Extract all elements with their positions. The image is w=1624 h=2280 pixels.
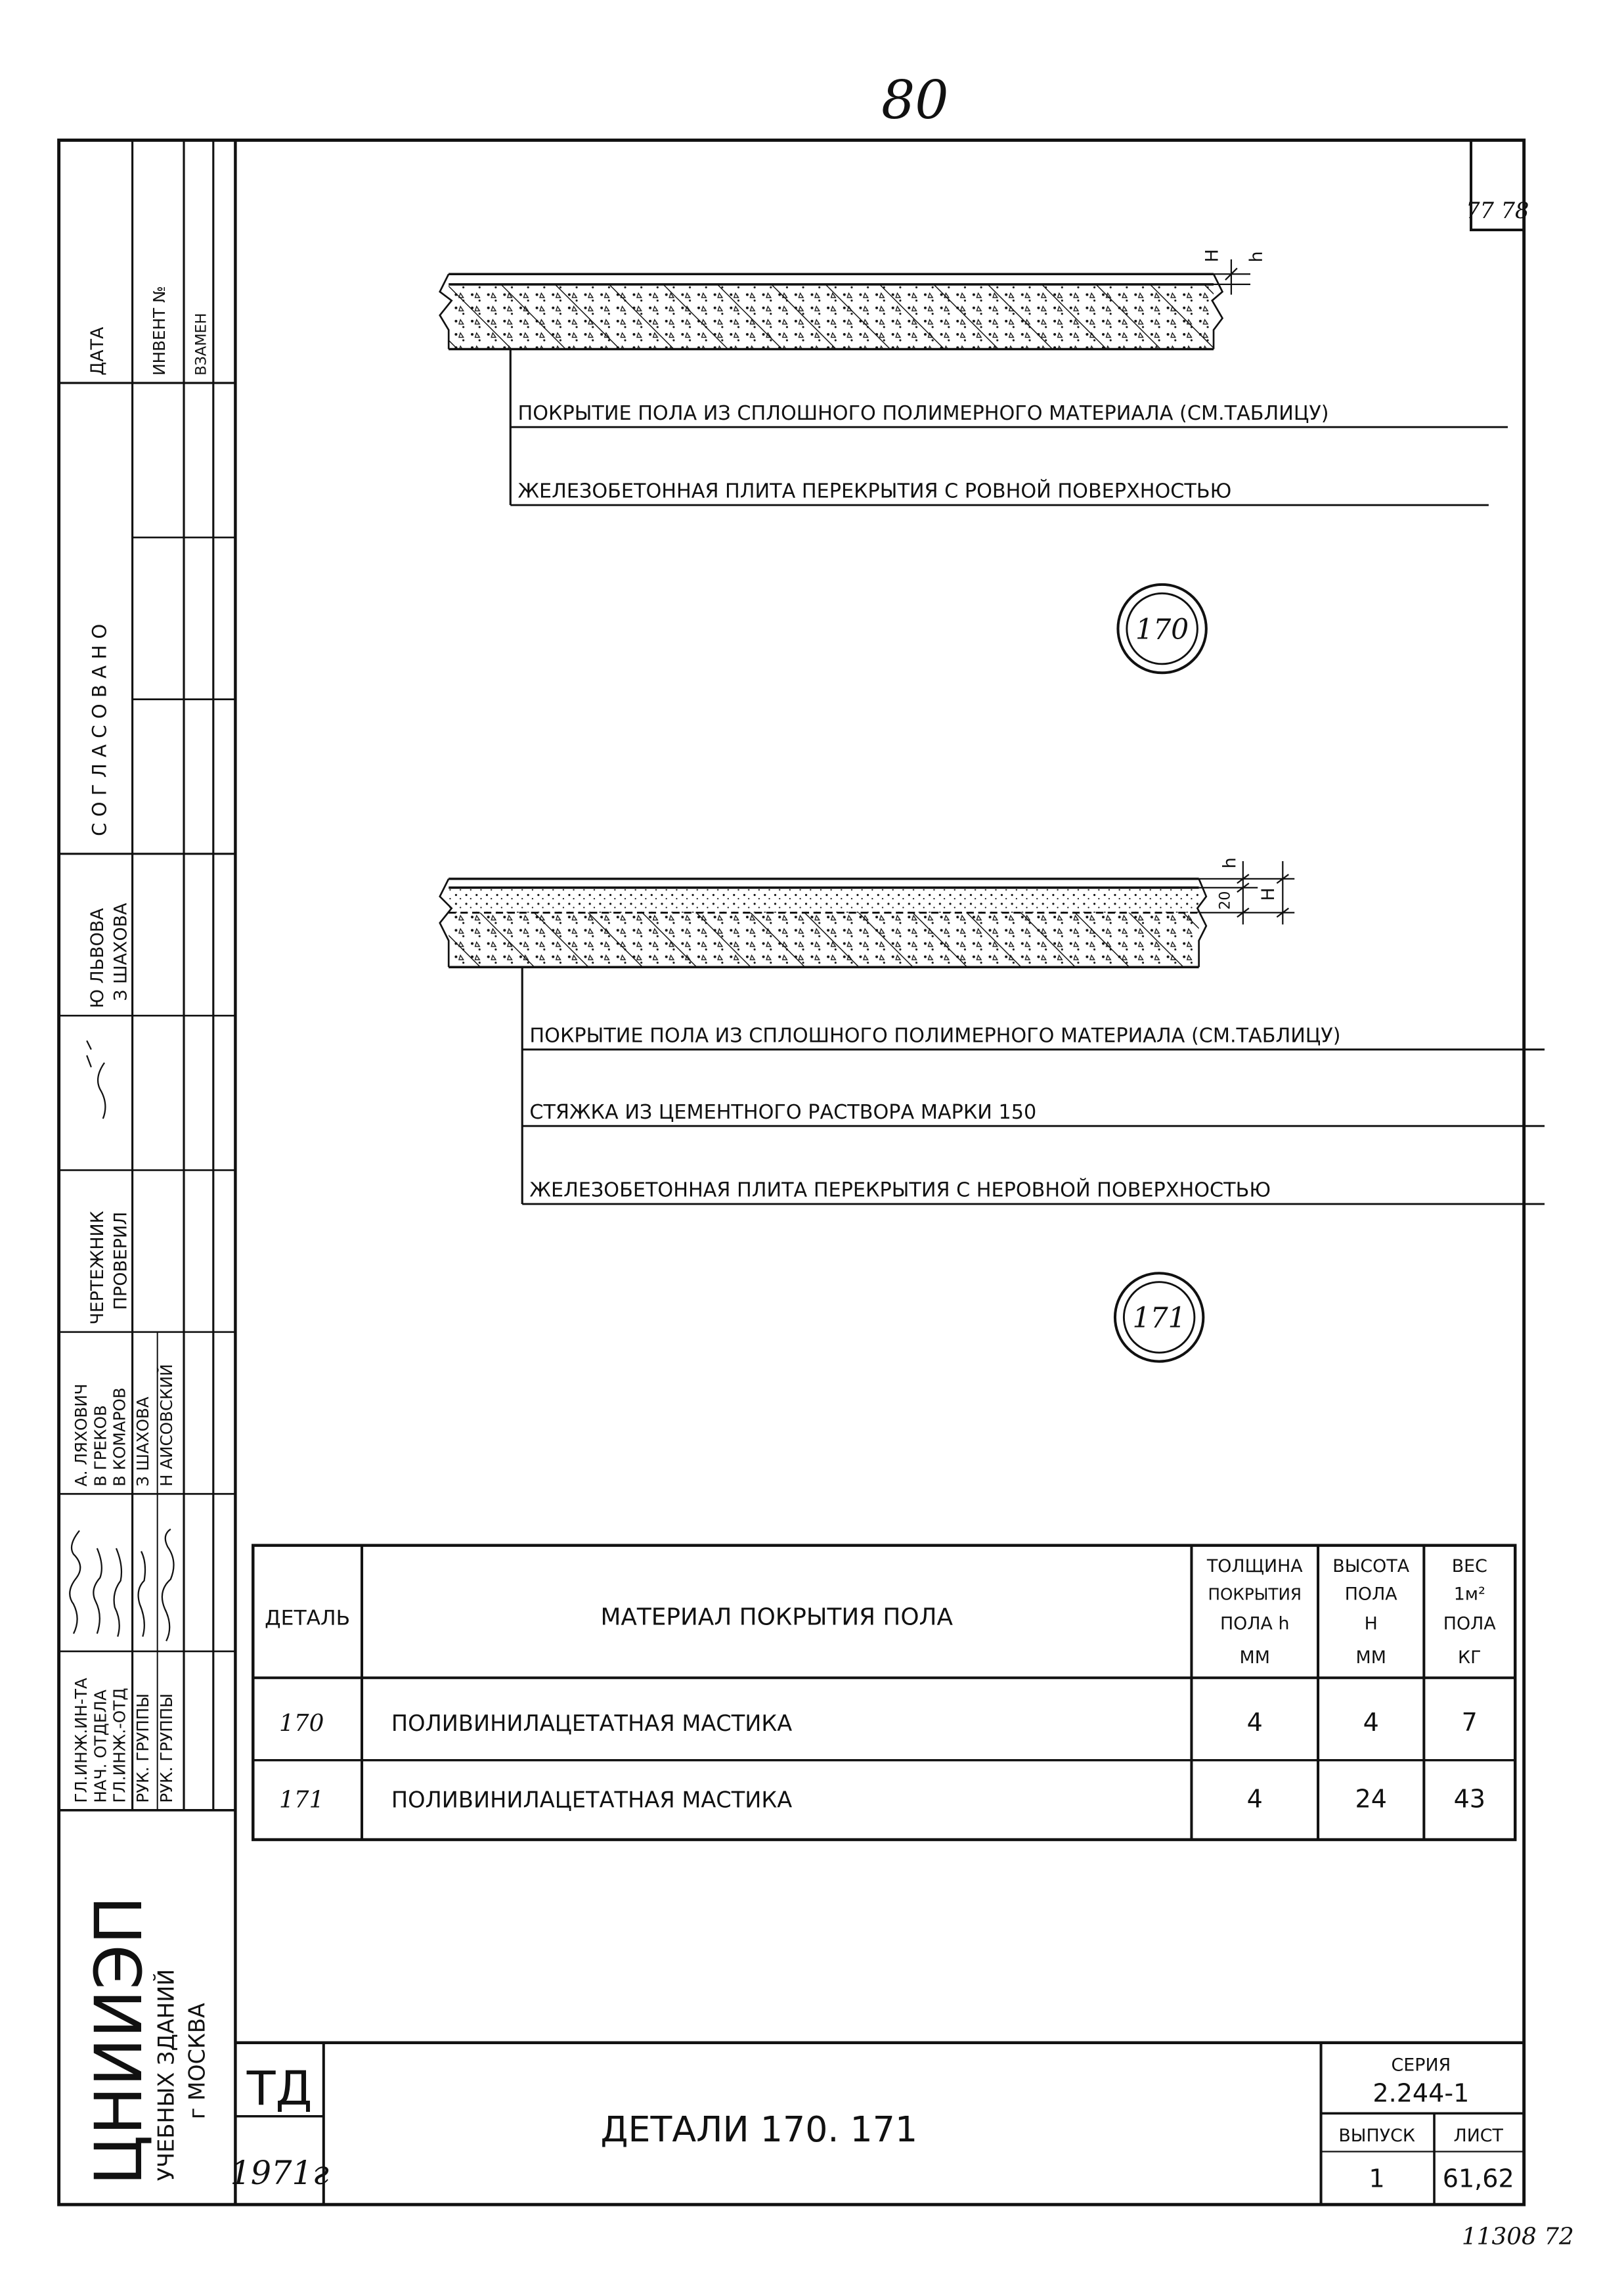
approved-label: С О Г Л А С О В А Н О: [88, 623, 111, 836]
name-2: В ГРЕКОВ: [91, 1405, 110, 1487]
svg-text:ПОЛИВИНИЛАЦЕТАТНАЯ МАСТИКА: ПОЛИВИНИЛАЦЕТАТНАЯ МАСТИКА: [391, 1710, 793, 1736]
drafter-checker: [87, 903, 131, 1325]
header-material: МАТЕРИАЛ ПОКРЫТИЯ ПОЛА: [600, 1603, 954, 1631]
name-3: В КОМАРОВ: [110, 1387, 129, 1487]
detail-mark-171: [1115, 1273, 1203, 1361]
sheet-value: 61,62: [1442, 2164, 1514, 2193]
header-height-2: ПОЛА: [1344, 1584, 1397, 1605]
drawing-title: ДЕТАЛИ 170. 171: [600, 2108, 918, 2150]
series-label: СЕРИЯ: [1391, 2055, 1451, 2076]
title-block: [230, 2043, 1524, 2204]
inventory-label: ИНВЕНТ №: [149, 286, 169, 376]
svg-text:43: 43: [1453, 1784, 1486, 1814]
org-subtitle-1: УЧЕБНЫХ ЗДАНИЙ: [153, 1969, 179, 2181]
name-4: З ШАХОВА: [133, 1397, 153, 1487]
page-number: 80: [881, 69, 949, 131]
drafter-label: ЧЕРТЕЖНИК: [87, 1211, 108, 1325]
frame-border: [59, 140, 1524, 2204]
issue-value: 1: [1369, 2164, 1385, 2193]
corner-box: [1466, 140, 1529, 230]
dim-h-170: h: [1246, 251, 1267, 263]
header-weight-3: ПОЛА: [1443, 1613, 1496, 1634]
name-1: А. ЛЯХОВИЧ: [72, 1383, 91, 1487]
header-weight-4: КГ: [1458, 1647, 1481, 1668]
signatory-rows: [72, 1364, 176, 1802]
issue-label: ВЫПУСК: [1338, 2125, 1415, 2146]
organization-block: [82, 1896, 209, 2185]
svg-text:24: 24: [1355, 1784, 1387, 1814]
header-thickness-1: ТОЛЩИНА: [1206, 1555, 1303, 1576]
dim-h-171: h: [1219, 857, 1240, 869]
detail-mark-170: [1118, 585, 1206, 673]
role-3: ГЛ.ИНЖ.-ОТД: [110, 1688, 129, 1803]
checker-name: З ШАХОВА: [110, 903, 131, 1001]
role-1: ГЛ.ИНЖ.ИН-ТА: [72, 1678, 91, 1803]
svg-text:77 78: 77 78: [1466, 198, 1529, 224]
sheet-label: ЛИСТ: [1453, 2125, 1503, 2146]
side-stamp: [59, 140, 236, 1810]
series-value: 2.244-1: [1372, 2078, 1470, 2108]
dim-H-171: H: [1258, 887, 1279, 901]
header-height-1: ВЫСОТА: [1332, 1555, 1410, 1576]
dim-screed-171: 20: [1216, 891, 1234, 910]
checker-label: ПРОВЕРИЛ: [110, 1211, 131, 1310]
svg-text:171: 171: [279, 1786, 324, 1814]
date-label: ДАТА: [87, 326, 108, 376]
header-weight-1: ВЕС: [1451, 1555, 1487, 1576]
name-5: Н АИСОВСКИЙ: [157, 1364, 177, 1487]
role-2: НАЧ. ОТДЕЛА: [91, 1689, 110, 1803]
svg-text:170: 170: [279, 1709, 324, 1737]
callout-170-slab: ЖЕЛЕЗОБЕТОННАЯ ПЛИТА ПЕРЕКРЫТИЯ С РОВНОЙ ПОВЕРХНОСТЬЮ: [517, 480, 1232, 503]
year: 1971г: [230, 2153, 329, 2192]
role-4: РУК. ГРУППЫ: [133, 1693, 153, 1803]
header-height-4: ММ: [1355, 1647, 1386, 1668]
replace-label: ВЗАМЕН: [192, 313, 210, 376]
role-5: РУК. ГРУППЫ: [157, 1693, 177, 1803]
table-row: [279, 1708, 1478, 1737]
drafter-name: Ю ЛЬВОВА: [87, 908, 108, 1009]
td-mark: ТД: [246, 2060, 313, 2116]
footer-note: 11308 72: [1461, 2223, 1574, 2250]
header-thickness-4: ММ: [1239, 1647, 1270, 1668]
table-row: [279, 1784, 1485, 1813]
header-detail: ДЕТАЛЬ: [265, 1606, 351, 1630]
svg-text:4: 4: [1246, 1707, 1263, 1737]
svg-text:7: 7: [1461, 1707, 1478, 1737]
svg-text:4: 4: [1363, 1707, 1379, 1737]
header-height-3: H: [1364, 1613, 1378, 1634]
svg-text:171: 171: [1132, 1302, 1186, 1335]
svg-text:4: 4: [1246, 1784, 1263, 1814]
callout-171-coating: ПОКРЫТИЕ ПОЛА ИЗ СПЛОШНОГО ПОЛИМЕРНОГО МАТЕРИАЛА (СМ.ТАБЛИЦУ): [529, 1024, 1341, 1048]
header-thickness-3: ПОЛА h: [1219, 1613, 1290, 1634]
material-table: [253, 1546, 1515, 1840]
org-subtitle-2: г МОСКВА: [184, 2003, 210, 2120]
header-weight-2: 1м²: [1453, 1584, 1485, 1605]
callout-171-screed: СТЯЖКА ИЗ ЦЕМЕНТНОГО РАСТВОРА МАРКИ 150: [529, 1101, 1037, 1125]
detail-170-section: [440, 249, 1508, 505]
dim-H-170: H: [1202, 249, 1223, 263]
svg-text:170: 170: [1135, 613, 1189, 646]
header-thickness-2: ПОКРЫТИЯ: [1208, 1584, 1302, 1604]
callout-170-coating: ПОКРЫТИЕ ПОЛА ИЗ СПЛОШНОГО ПОЛИМЕРНОГО МАТЕРИАЛА (СМ.ТАБЛИЦУ): [517, 402, 1329, 426]
callout-171-slab: ЖЕЛЕЗОБЕТОННАЯ ПЛИТА ПЕРЕКРЫТИЯ С НЕРОВНОЙ ПОВЕРХНОСТЬЮ: [529, 1178, 1271, 1202]
org-name: ЦНИИЭП: [82, 1896, 158, 2186]
svg-text:ПОЛИВИНИЛАЦЕТАТНАЯ МАСТИКА: ПОЛИВИНИЛАЦЕТАТНАЯ МАСТИКА: [391, 1787, 793, 1813]
signatures: [70, 1040, 173, 1641]
